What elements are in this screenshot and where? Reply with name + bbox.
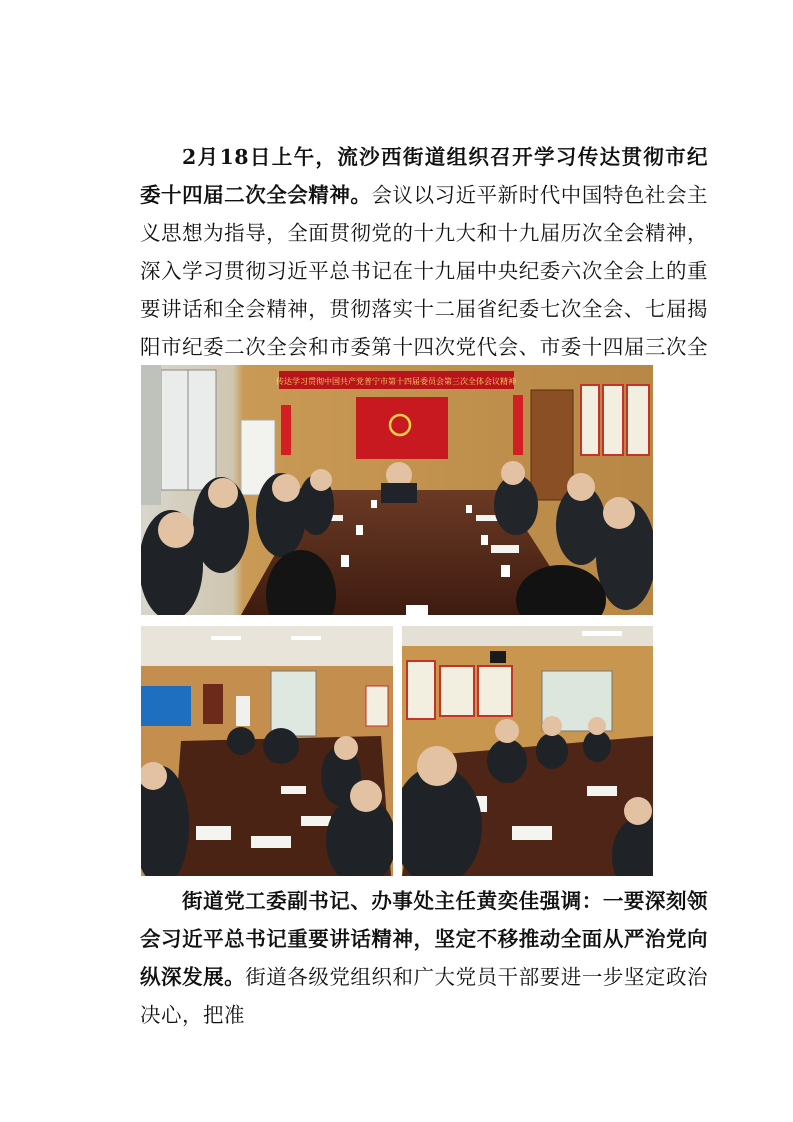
meeting-photo-left: [141, 626, 393, 876]
paragraph-1-body: 会议以习近平新时代中国特色社会主义思想为指导，全面贯彻党的十九大和十九届历次全会精神，深入学习贯彻习近平总书记在十九届中央纪委六次全会上的重要讲话和全会精神，贯彻落实十二届省纪委七次全会、七届揭阳市纪委二次全会和市委第十四次党代会、市委十四届三次全: [140, 183, 709, 359]
meeting-photo-main: [141, 365, 653, 615]
meeting-photo-right: [402, 626, 653, 876]
paragraph-1-lead: 2月18日上午，流沙西街道组织召开学习传达贯彻市纪委十四届二次全会精神。: [140, 145, 708, 207]
paragraph-2: [140, 882, 708, 1034]
paragraph-2-lead: 街道党工委副书记、办事处主任黄奕佳强调：一要深刻领会习近平总书记重要讲话精神，坚定不移推动全面从严治党向纵深发展。: [140, 889, 708, 989]
paragraph-2-body: 街道各级党组织和广大党员干部要进一步坚定政治决心，把准: [140, 965, 709, 1027]
banner-text: 传达学习贯彻中国共产党普宁市第十四届委员会第三次全体会议精神: [276, 377, 516, 386]
